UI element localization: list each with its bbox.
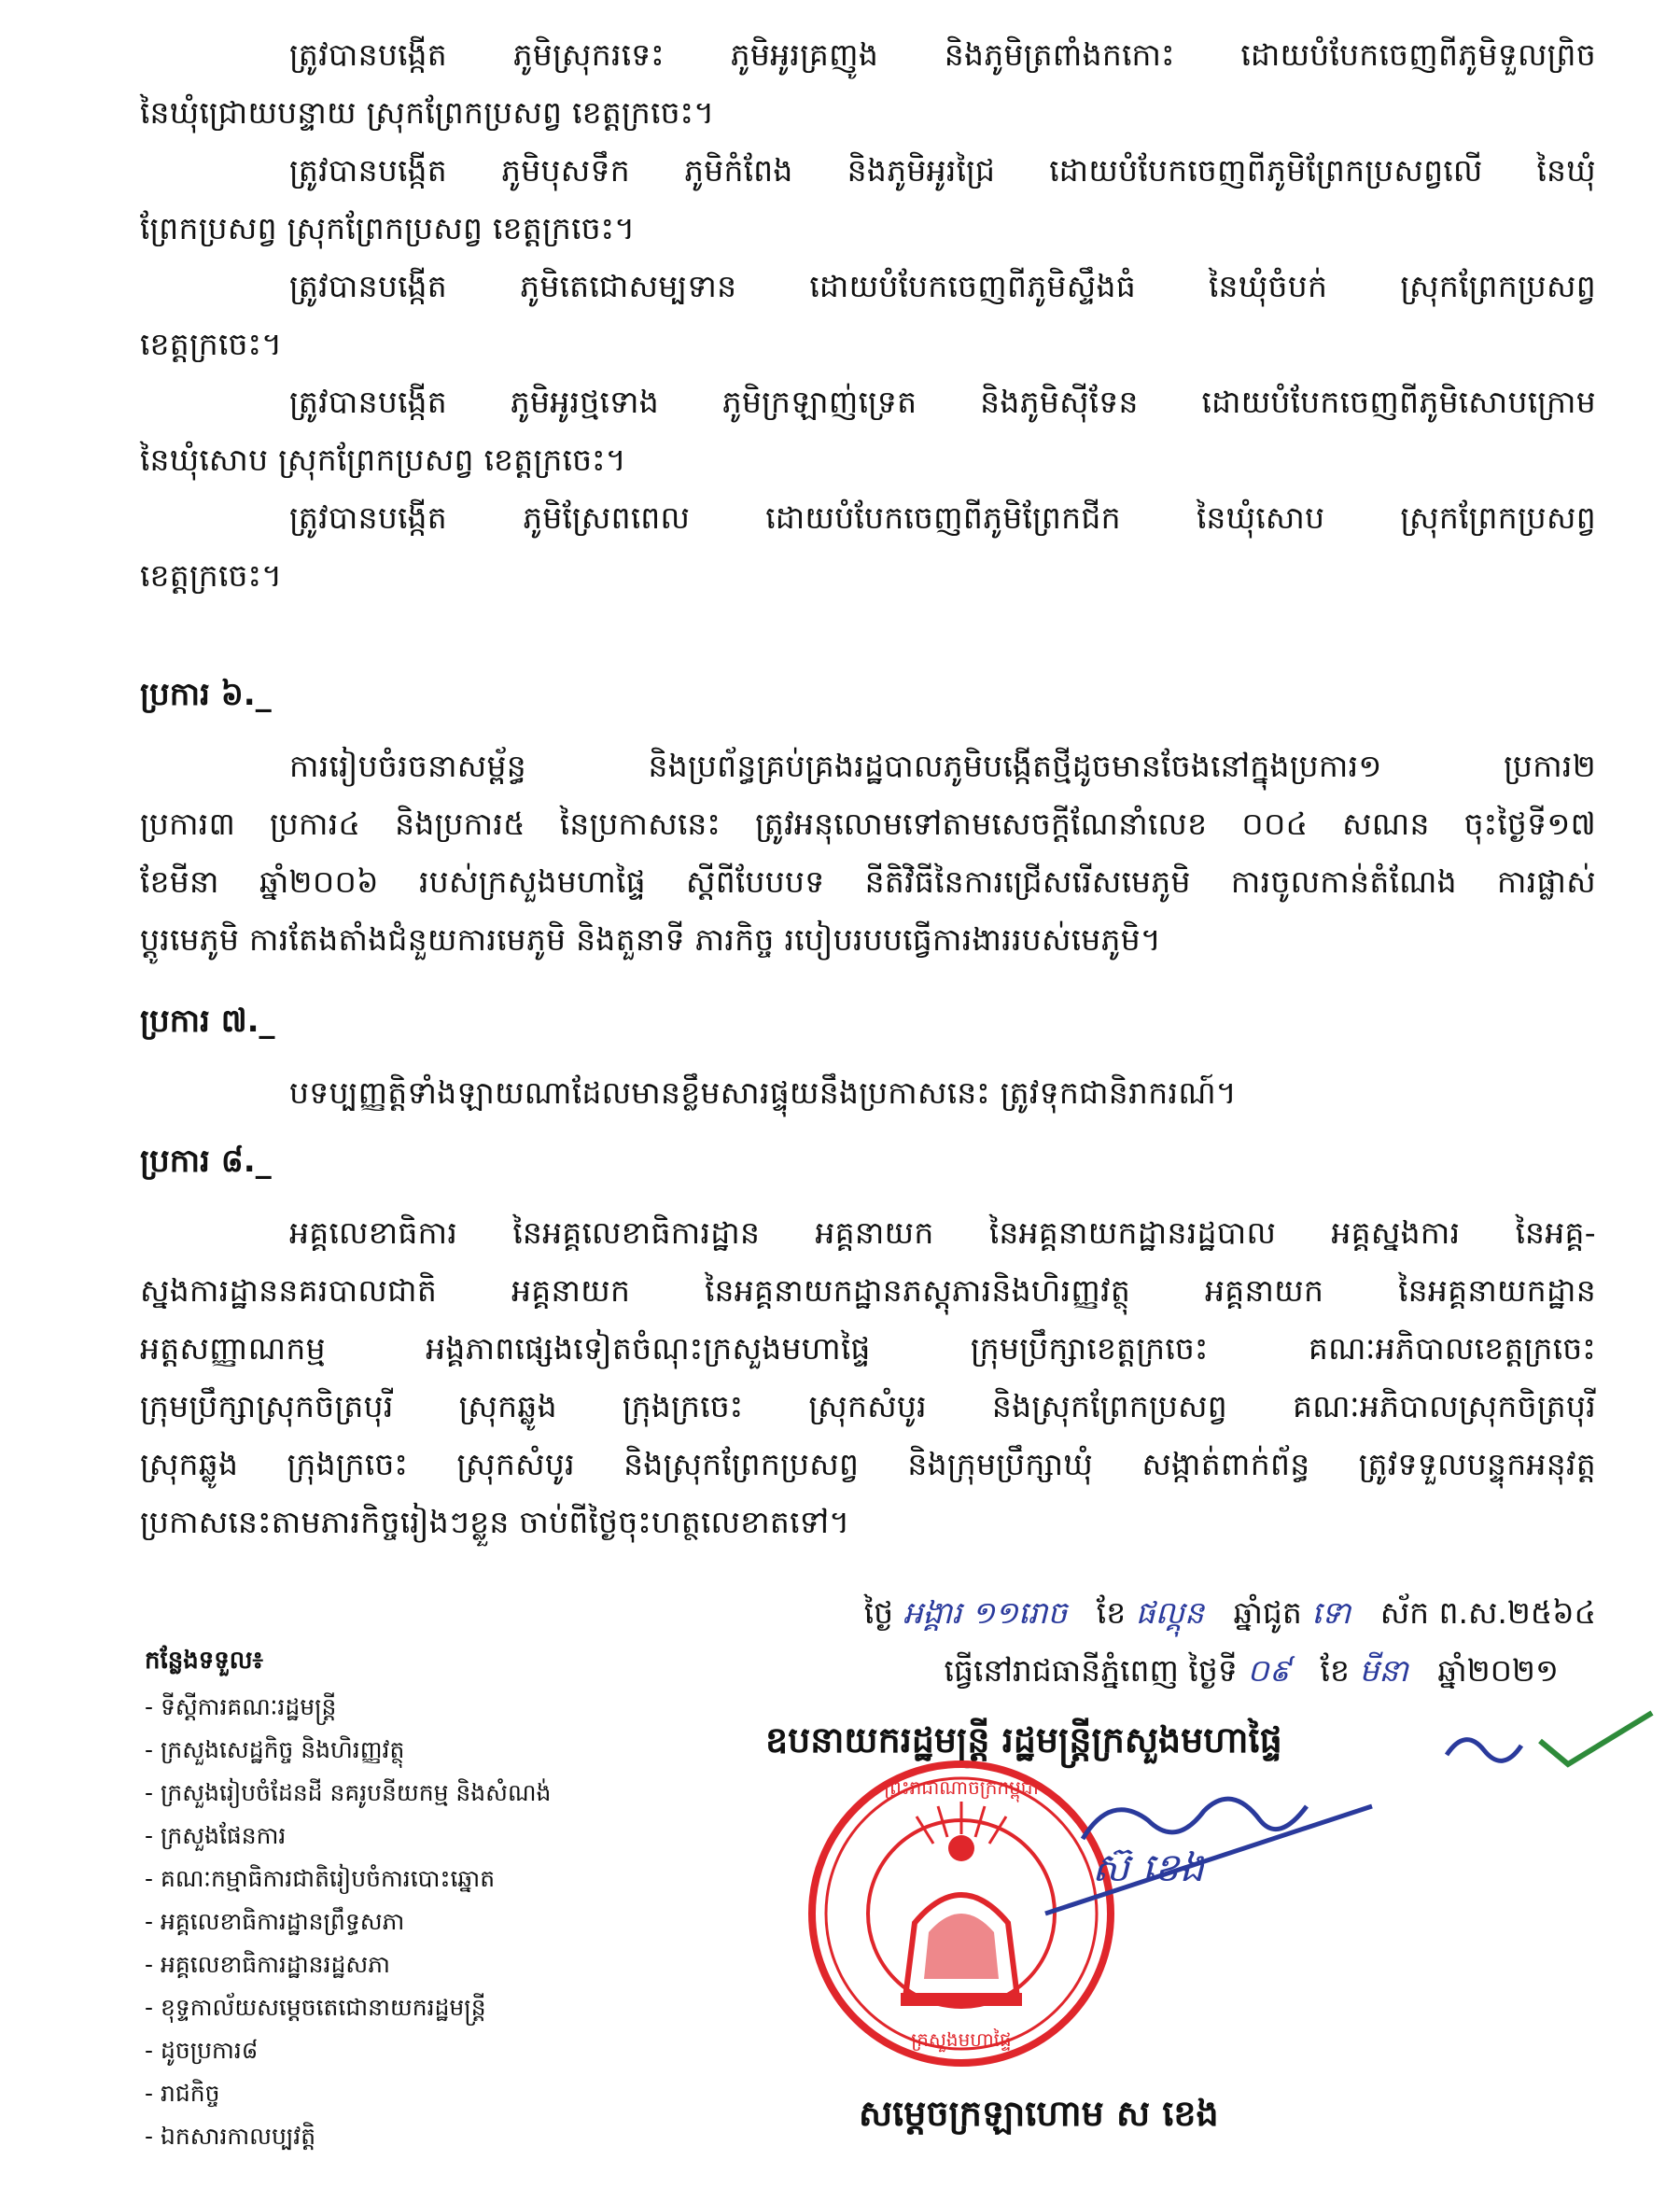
recipients-block [145,1645,667,2158]
lunar-date-line [653,1587,1596,1639]
paragraph-line: ការរៀបចំរចនាសម្ព័ន្ធ និងប្រព័ន្ធគ្រប់គ្រងរដ្ឋបាលភូមិបង្កើតថ្មីដូចមានចែងនៅក្នុងប្រការ១ ប្រការ២ [289,748,1596,784]
paragraph-village-2 [140,142,1596,258]
check-tick-icon [1437,1708,1661,1783]
paragraph-line: ក្រុមប្រឹក្សាស្រុកចិត្របុរី ស្រុកឆ្លូង ក្រុងក្រចេះ ស្រុកសំបូរ និងស្រុកព្រែកប្រសព្វ គណៈអភិបាលស្រុកចិត្របុរី [140,1388,1596,1424]
seal-bottom-text: ក្រសួងមហាផ្ទៃ [911,2028,1012,2051]
paragraph-village-3 [140,258,1596,373]
article-6-body [140,737,1596,969]
list-item: - ក្រសួងសេដ្ឋកិច្ច និងហិរញ្ញវត្ថុ [145,1736,405,1763]
list-item: - ក្រសួងផែនការ [145,1822,287,1849]
paragraph-line: ប្រកាសនេះតាមភារកិច្ចរៀងៗខ្លួន ចាប់ពីថ្ងៃចុះហត្ថលេខាតទៅ។ [140,1504,850,1540]
article-7-heading: ប្រការ ៧._ [140,1003,275,1040]
recipients-title: កន្លែងទទួល៖ [145,1647,263,1675]
signatory-title: ឧបនាយករដ្ឋមន្ត្រី រដ្ឋមន្ត្រីក្រសួងមហាផ្ទៃ [765,1719,1282,1760]
paragraph-line: អគ្គលេខាធិការ នៃអគ្គលេខាធិការដ្ឋាន អគ្គនាយក នៃអគ្គនាយកដ្ឋានរដ្ឋបាល អគ្គស្នងការ នៃអគ្គ- [289,1214,1596,1251]
article-8-heading: ប្រការ ៨._ [140,1143,272,1180]
article-8-body [140,1204,1596,1551]
paragraph-line: ត្រូវបានបង្កើត ភូមិតេជោសម្បទាន ដោយបំបែកចេញពីភូមិស្ទឹងធំ នៃឃុំចំបក់ ស្រុកព្រែកប្រសព្វ [289,268,1596,304]
paragraph-line: ត្រូវបានបង្កើត ភូមិស្រែពពេល ដោយបំបែកចេញពីភូមិព្រែកជីក នៃឃុំសោប ស្រុកព្រែកប្រសព្វ [289,499,1596,536]
signature-icon [1027,1755,1400,1942]
lunar-day-handwritten: អង្គារ ១១រោច [903,1594,1068,1631]
lunar-month-handwritten: ផល្គុន [1135,1594,1205,1631]
list-item: - អគ្គលេខាធិការដ្ឋានព្រឹទ្ធសភា [145,1908,405,1935]
paragraph-village-5 [140,489,1596,605]
paragraph-line: ត្រូវបានបង្កើត ភូមិអូរថ្មទោង ភូមិក្រឡាញ់ទ្រេត និងភូមិស៊ីទែន ដោយបំបែកចេញពីភូមិសោបក្រោម [289,384,1596,420]
list-item: - អគ្គលេខាធិការដ្ឋានរដ្ឋសភា [145,1951,390,1978]
paragraph-line: ខែមីនា ឆ្នាំ២០០៦ របស់ក្រសួងមហាផ្ទៃ ស្តីពីបែបបទ នីតិវិធីនៃការជ្រើសរើសមេភូមិ ការចូលកាន់តំណែង ការផ្លាស់ [140,863,1596,900]
month-handwritten: មីនា [1359,1652,1408,1689]
paragraph-line: នៃឃុំជ្រោយបន្ទាយ ស្រុកព្រែកប្រសព្វ ខេត្តក្រចេះ។ [140,94,715,131]
signatory-name: សម្តេចក្រឡាហោម ស ខេង [859,2093,1219,2134]
signature-text: ស៊ ខេង [1092,1844,1204,1890]
paragraph-line: ខេត្តក្រចេះ។ [140,557,283,594]
article-7-body [140,1064,1596,1122]
era-text: ស័ក ព.ស.២៥៦៤ [1379,1594,1596,1631]
list-item: - ទីស្តីការគណៈរដ្ឋមន្ត្រី [145,1693,337,1720]
solar-date-line [653,1645,1596,1697]
paragraph-line: នៃឃុំសោប ស្រុកព្រែកប្រសព្វ ខេត្តក្រចេះ។ [140,442,626,478]
recipients-list [145,1686,667,2158]
list-item: - ដូចប្រការ៨ [145,2037,259,2064]
list-item: - ឯកសារកាលប្បវត្តិ [145,2123,316,2150]
paragraph-line: ខេត្តក្រចេះ។ [140,326,283,362]
paragraph-village-1 [140,26,1596,142]
paragraph-line: បទប្បញ្ញត្តិទាំងឡាយណាដែលមានខ្លឹមសារផ្ទុយនឹងប្រកាសនេះ ត្រូវទុកជានិរាករណ៍។ [289,1074,1237,1111]
day-handwritten: ០៩ [1247,1652,1292,1689]
list-item: - ក្រសួងរៀបចំដែនដី នគរូបនីយកម្ម និងសំណង់ [145,1779,552,1806]
list-item: - គណៈកម្មាធិការជាតិរៀបចំការបោះឆ្នោត [145,1865,496,1892]
paragraph-line: ប្តូរមេភូមិ ការតែងតាំងជំនួយការមេភូមិ និងតួនាទី ភារកិច្ច របៀបរបបធ្វើការងាររបស់មេភូមិ។ [140,921,1162,958]
paragraph-line: ស្នងការដ្ឋាននគរបាលជាតិ អគ្គនាយក នៃអគ្គនាយកដ្ឋានភស្តុភារនិងហិរញ្ញវត្ថុ អគ្គនាយក នៃអគ្គនាយកដ្ឋាន [140,1272,1596,1309]
lunar-year-handwritten: ទោ [1311,1594,1351,1631]
paragraph-line: ត្រូវបានបង្កើត ភូមិស្រុករទេះ ភូមិអូរគ្រញូង និងភូមិត្រពាំងកកោះ ដោយបំបែកចេញពីភូមិទួលព្រិច [289,36,1596,73]
paragraph-line: ស្រុកឆ្លូង ក្រុងក្រចេះ ស្រុកសំបូរ និងស្រុកព្រែកប្រសព្វ និងក្រុមប្រឹក្សាឃុំ សង្កាត់ពាក់ព័ន្ធ ត្រូវទទួលបន្ទុកអនុវត្ត [140,1446,1596,1482]
paragraph-line: អត្តសញ្ញាណកម្ម អង្គភាពផ្សេងទៀតចំណុះក្រសួងមហាផ្ទៃ ក្រុមប្រឹក្សាខេត្តក្រចេះ គណៈអភិបាលខេត្តក្រចេះ [140,1330,1596,1367]
lunar-month-label: ខែ [1096,1594,1127,1631]
month-label: ខែ [1320,1652,1350,1689]
list-item: - ខុទ្ទកាល័យសម្តេចតេជោនាយករដ្ឋមន្ត្រី [145,1994,486,2021]
paragraph-village-4 [140,373,1596,489]
list-item: - រាជកិច្ច [145,2080,220,2107]
place-prefix: ធ្វើនៅរាជធានីភ្នំពេញ ថ្ងៃទី [944,1652,1238,1689]
article-6-heading: ប្រការ ៦._ [140,676,272,713]
paragraph-line: ប្រការ៣ ប្រការ៤ និងប្រការ៥ នៃប្រកាសនេះ ត្រូវអនុលោមទៅតាមសេចក្តីណែនាំលេខ ០០៤ សណន ចុះថ្ងៃទី១៧ [140,806,1596,842]
paragraph-line: ត្រូវបានបង្កើត ភូមិបុសទឹក ភូមិកំពែង និងភូមិអូរជ្រៃ ដោយបំបែកចេញពីភូមិព្រែកប្រសព្វលើ នៃឃុំ [289,152,1596,189]
paragraph-line: ព្រែកប្រសព្វ ស្រុកព្រែកប្រសព្វ ខេត្តក្រចេះ។ [140,210,636,246]
lunar-day-prefix: ថ្ងៃ [863,1594,894,1631]
lunar-year-label: ឆ្នាំជូត [1233,1594,1302,1631]
year-text: ឆ្នាំ២០២១ [1437,1652,1559,1689]
seal-top-text: ព្រះរាជាណាចក្រកម្ពុជា [884,1776,1039,1799]
